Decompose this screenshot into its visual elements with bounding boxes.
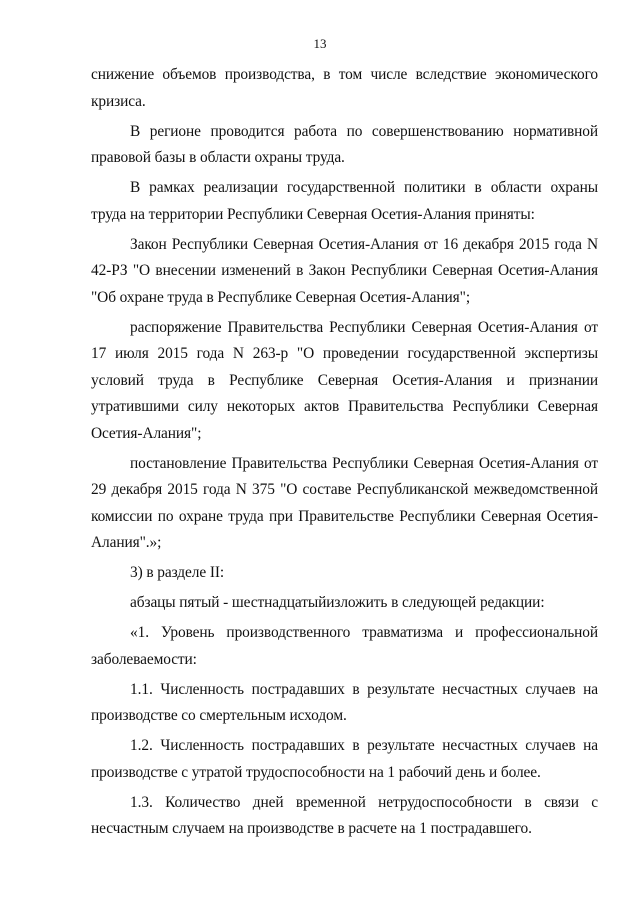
page-number: 13 xyxy=(313,36,327,51)
paragraph-item-1-2: 1.2. Численность пострадавших в результате несчастных случаев на производстве с утратой трудоспособности на 1 рабочий день и более. xyxy=(91,737,598,781)
paragraph-order-263r: распоряжение Правительства Республики Северная Осетия-Алания от 17 июля 2015 года N 263-р "О проведении государственной экспертизы условий труда в Республике Северная Осетия-Алания и признании утратившими силу некоторых актов Правительства Республики Северная Осетия-Алания"; xyxy=(91,318,598,442)
paragraph-crisis: снижение объемов производства, в том числе вследствие экономического кризиса. xyxy=(91,66,598,110)
paragraph-section-2: 3) в разделе II: xyxy=(130,564,225,581)
paragraph-law-42rz: Закон Республики Северная Осетия-Алания от 16 декабря 2015 года N 42-РЗ "О внесении изменений в Закон Республики Северная Осетия-Алания "Об охране труда в Республике Северная Осетия-Алания"; xyxy=(91,235,598,306)
paragraph-regional-work: В регионе проводится работа по совершенствованию нормативной правовой базы в области охраны труда. xyxy=(91,122,598,166)
paragraph-item-1-1: 1.1. Численность пострадавших в результате несчастных случаев на производстве со смертельным исходом. xyxy=(91,680,598,724)
paragraph-item-1-3: 1.3. Количество дней временной нетрудоспособности в связи с несчастным случаем на производстве в расчете на 1 пострадавшего. xyxy=(91,793,598,837)
paragraph-item-1: «1. Уровень производственного травматизма и профессиональной заболеваемости: xyxy=(91,624,598,668)
paragraph-state-policy: В рамках реализации государственной политики в области охраны труда на территории Республики Северная Осетия-Алания приняты: xyxy=(91,179,598,223)
paragraph-resolution-375: постановление Правительства Республики Северная Осетия-Алания от 29 декабря 2015 года N 375 "О составе Республиканской межведомственной комиссии по охране труда при Правительстве Республики Северная Осетия-Алания".»; xyxy=(91,454,598,551)
document-body xyxy=(91,62,598,846)
paragraph-new-edition: абзацы пятый - шестнадцатыйизложить в следующей редакции: xyxy=(130,594,545,611)
